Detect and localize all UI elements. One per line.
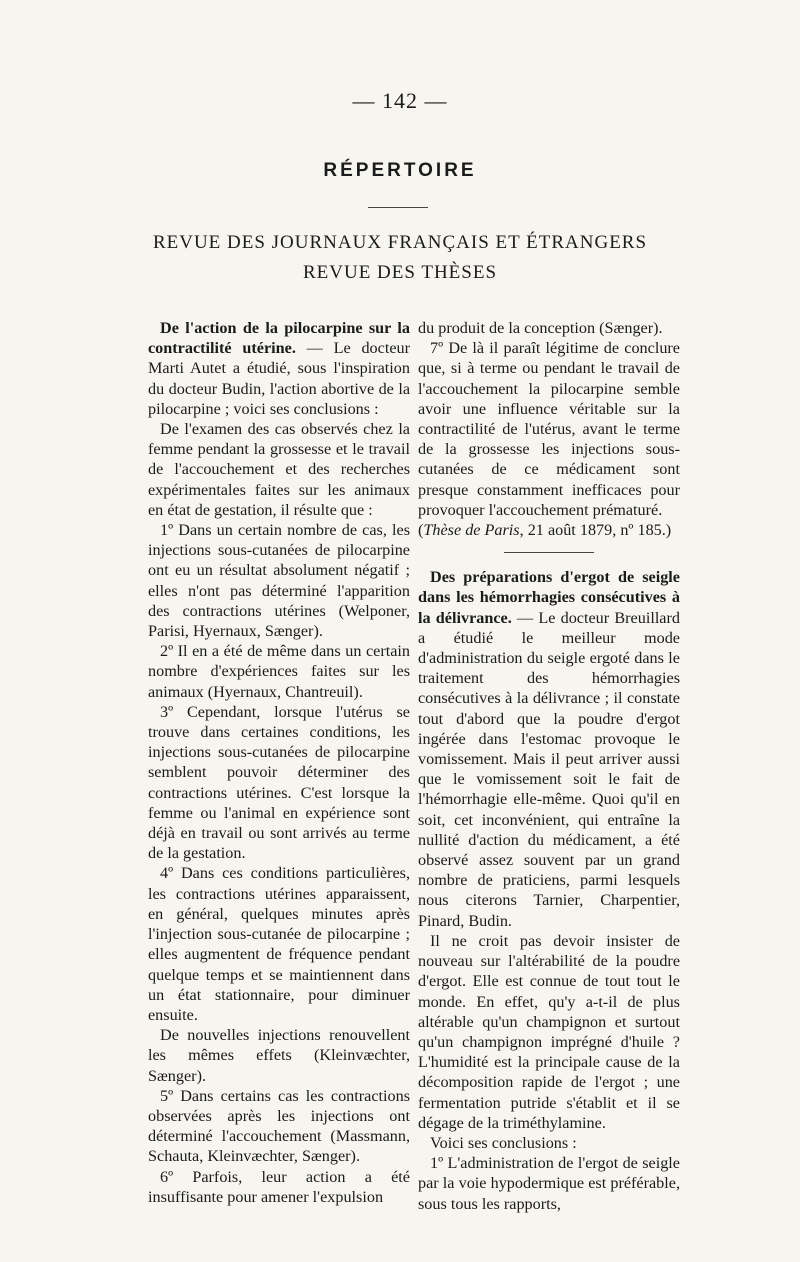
- article-title-pilocarpine: De l'action de la pilocarpine sur la contractilité utérine.: [148, 319, 410, 358]
- paragraph: 3º Cependant, lorsque l'utérus se trouve dans certaines conditions, les injections sous-cutanées de pilocarpine semblent pouvoir déterminer des contractions utérines. C'est lorsque la femme ou l'animal en expérience sont déjà en travail ou sont arrivés au terme de la gestation.: [148, 702, 410, 863]
- section-title: RÉPERTOIRE: [323, 160, 477, 181]
- left-column: [148, 318, 410, 1207]
- article-ergot-intro: [418, 567, 680, 931]
- citation-rest: , 21 août 1879, nº 185.): [519, 521, 672, 540]
- subtitle-journals: REVUE DES JOURNAUX FRANÇAIS ET ÉTRANGERS: [152, 232, 648, 253]
- paragraph: 2º Il en a été de même dans un certain nombre d'expériences faites sur les animaux (Hyernaux, Chantreuil).: [148, 642, 410, 701]
- paragraph: 7º De là il paraît légitime de conclure que, si à terme ou pendant le travail de l'accouchement la pilocarpine semble avoir une influence véritable sur la contractilité de l'utérus, avant le terme de la grossesse les injections sous-cutanées de ce médicament sont presque constamment inefficaces pour provoquer l'accouchement prématuré.: [418, 339, 680, 519]
- title-divider: [368, 207, 428, 208]
- citation-thesis: Thèse de Paris: [423, 521, 520, 540]
- citation-open: (: [418, 521, 424, 540]
- article-intro-text: — Le docteur Marti Autet a étudié, sous l'inspiration du docteur Budin, l'action abortive de la pilocarpine ; voici ses conclusions :: [148, 339, 410, 418]
- citation: [418, 520, 680, 540]
- article-title-ergot: Des préparations d'ergot de seigle dans les hémorrhagies consécutives à la délivrance.: [418, 568, 680, 627]
- article-pilocarpine-intro: [148, 318, 410, 419]
- paragraph: De l'examen des cas observés chez la femme pendant la grossesse et le travail de l'accouchement et des recherches expérimentales faites sur les animaux en état de gestation, il résulte que :: [148, 420, 410, 519]
- paragraph: du produit de la conception (Sænger).: [418, 319, 663, 337]
- paragraph: De nouvelles injections renouvellent les mêmes effets (Kleinvæchter, Sænger).: [148, 1026, 410, 1085]
- article-divider: [504, 552, 594, 553]
- subtitle-theses: REVUE DES THÈSES: [302, 262, 498, 283]
- paragraph: 5º Dans certains cas les contractions observées après les injections ont déterminé l'accouchement (Massmann, Schauta, Kleinvæchter, Sænger).: [148, 1086, 410, 1166]
- article-intro-text: — Le docteur Breuillard a étudié le meilleur mode d'administration du seigle ergoté dans le traitement des hémorrhagies consécutives à la délivrance ; il constate tout d'abord que la poudre d'ergot ingérée dans l'estomac provoque le vomissement. Mais il peut arriver aussi que le vomissement soit le fait de l'hémorrhagie elle-même. Quoi qu'il en soit, cet inconvénient, qui entraîne la nullité d'action du médicament, a été observé assez souvent par un grand nombre de praticiens, parmi lesquels nous citerons Tarnier, Charpentier, Pinard, Budin.: [418, 608, 680, 930]
- paragraph: 1º L'administration de l'ergot de seigle par la voie hypodermique est préférable, sous tous les rapports,: [418, 1154, 680, 1213]
- paragraph: Voici ses conclusions :: [430, 1133, 577, 1152]
- paragraph: 1º Dans un certain nombre de cas, les injections sous-cutanées de pilocarpine ont eu un résultat absolument négatif ; elles n'ont pas déterminé l'apparition des contractions utérines (Welponer, Parisi, Hyernaux, Sænger).: [148, 521, 410, 641]
- paragraph: Il ne croit pas devoir insister de nouveau sur l'altérabilité de la poudre d'ergot. Elle est connue de tout tout le monde. En effet, qu'y a-t-il de plus altérable qu'un champignon et surtout qu'un champignon imprégné d'huile ? L'humidité est la principale cause de la décomposition rapide de l'ergot ; une fermentation putride s'établit et il se dégage de la triméthylamine.: [418, 931, 680, 1132]
- right-column: [418, 318, 680, 1214]
- paragraph: 6º Parfois, leur action a été insuffisante pour amener l'expulsion: [148, 1167, 410, 1206]
- paragraph: 4º Dans ces conditions particulières, les contractions utérines apparaissent, en général, quelques minutes après l'injection sous-cutanée de pilocarpine ; elles augmentent de fréquence pendant quelque temps et se maintiennent dans un état stationnaire, pour diminuer ensuite.: [148, 864, 410, 1024]
- page-number: — 142 —: [352, 88, 448, 113]
